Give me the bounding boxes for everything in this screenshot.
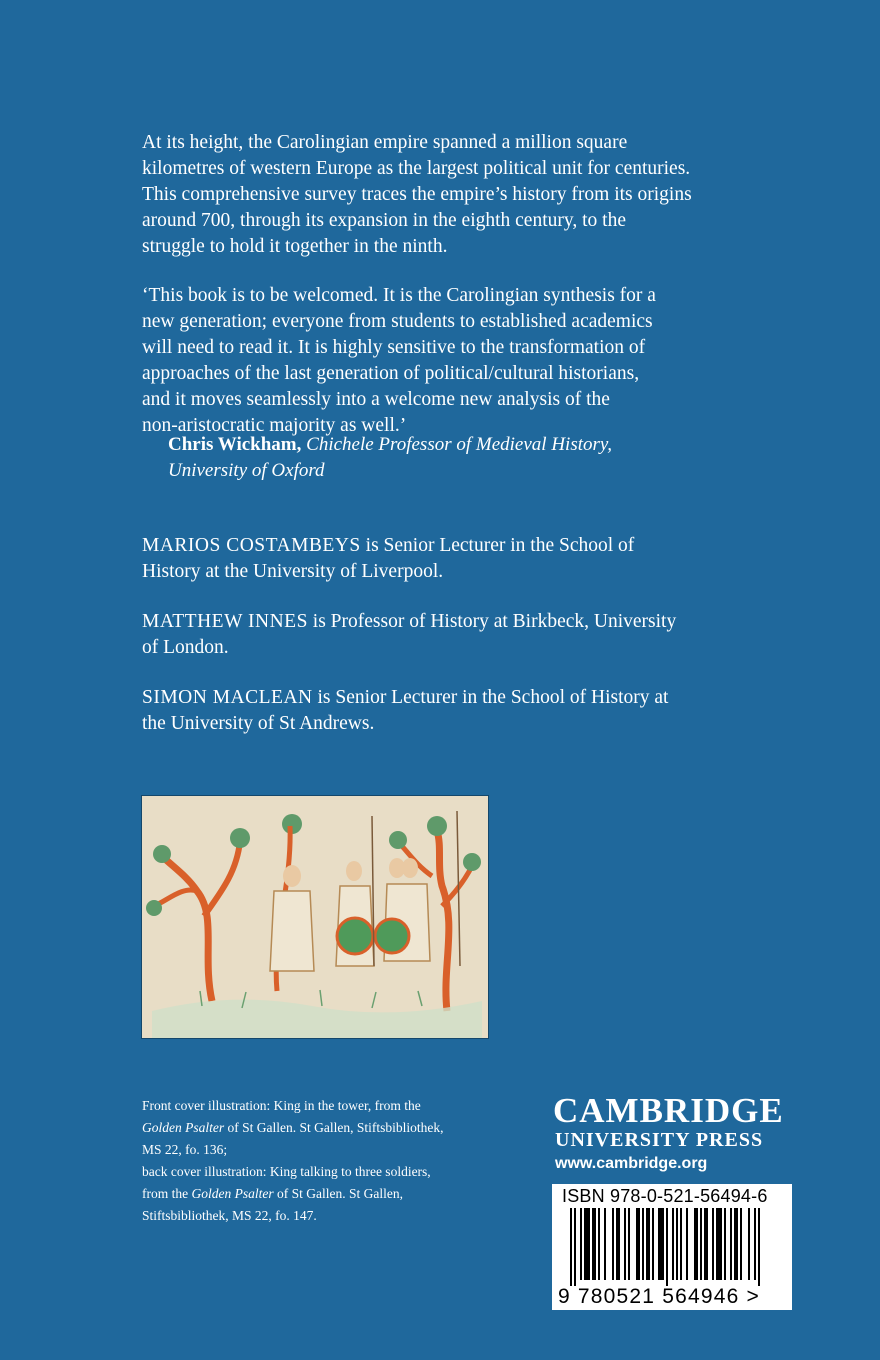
barcode-bar (628, 1208, 630, 1280)
barcode-bar (624, 1208, 626, 1280)
author-bio-text: is Senior Lecturer in the School of (360, 535, 635, 556)
barcode-bar (646, 1208, 650, 1280)
publisher-url: www.cambridge.org (555, 1155, 708, 1172)
barcode-bar (694, 1208, 698, 1280)
author-name: SIMON MACLEAN (142, 687, 313, 708)
caption-text: from the (142, 1186, 192, 1201)
barcode-bar (642, 1208, 644, 1280)
caption-line: Front cover illustration: King in the tower, from the (142, 1098, 421, 1113)
barcode-bar (700, 1208, 702, 1280)
description-line: around 700, through its expansion in the eighth century, to the (142, 210, 626, 231)
author-bio-text: the University of St Andrews. (142, 713, 375, 734)
barcode-bar (740, 1208, 742, 1280)
barcode-bar (652, 1208, 654, 1280)
barcode-bar (716, 1208, 722, 1280)
author-bio-text: of London. (142, 637, 229, 658)
publisher-name: CAMBRIDGE (553, 1091, 784, 1130)
barcode-digits: 9 780521 564946 > (558, 1285, 760, 1308)
barcode-bar (748, 1208, 750, 1280)
author-bio (142, 685, 752, 737)
publisher-subtitle: UNIVERSITY PRESS (555, 1129, 764, 1151)
barcode-bar (580, 1208, 582, 1280)
barcode-bar (672, 1208, 674, 1280)
barcode-bar (676, 1208, 678, 1280)
barcode-bar (658, 1208, 664, 1280)
author-name: MATTHEW INNES (142, 611, 308, 632)
illustration-drawing (142, 796, 488, 1038)
caption-text: of St Gallen. St Gallen, Stiftsbibliothek, (224, 1120, 444, 1135)
quote-line: non-aristocratic majority as well.’ (142, 415, 407, 436)
isbn-barcode (552, 1184, 792, 1310)
barcode-bar (758, 1208, 760, 1286)
quote-line: approaches of the last generation of political/cultural historians, (142, 363, 640, 384)
barcode-bar (686, 1208, 688, 1280)
reviewer-title: Chichele Professor of Medieval History, (306, 434, 613, 455)
quote-line: new generation; everyone from students to established academics (142, 311, 653, 332)
description-line: At its height, the Carolingian empire spanned a million square (142, 132, 628, 153)
reviewer-name: Chris Wickham, (168, 434, 302, 455)
barcode-bar (734, 1208, 738, 1280)
barcode-bar (636, 1208, 640, 1280)
review-quote (142, 283, 742, 439)
author-bio (142, 609, 752, 661)
description-line: This comprehensive survey traces the empire’s history from its origins (142, 184, 692, 205)
barcode-bar (666, 1208, 668, 1286)
barcode-bar (584, 1208, 590, 1280)
caption-text: of St Gallen. St Gallen, (273, 1186, 403, 1201)
reviewer-affiliation: University of Oxford (168, 460, 325, 481)
barcode-bar (712, 1208, 714, 1280)
isbn-label: ISBN 978-0-521-56494-6 (562, 1186, 768, 1206)
cover-illustration-caption (142, 1095, 482, 1227)
caption-italic: Golden Psalter (142, 1120, 225, 1135)
barcode-bar (598, 1208, 600, 1280)
caption-line: back cover illustration: King talking to three soldiers, (142, 1164, 431, 1179)
quote-line: will need to read it. It is highly sensitive to the transformation of (142, 337, 646, 358)
barcode-bar (570, 1208, 572, 1286)
description-line: kilometres of western Europe as the largest political unit for centuries. (142, 158, 691, 179)
manuscript-illustration (141, 795, 489, 1039)
author-bio-text: History at the University of Liverpool. (142, 561, 444, 582)
barcode-bar (574, 1208, 576, 1286)
description-paragraph (142, 130, 742, 260)
barcode-bar (592, 1208, 596, 1280)
author-bio (142, 533, 752, 585)
barcode-bar (616, 1208, 620, 1280)
quote-line: ‘This book is to be welcomed. It is the Carolingian synthesis for a (142, 285, 656, 306)
caption-line: MS 22, fo. 136; (142, 1142, 228, 1157)
barcode-bar (704, 1208, 708, 1280)
caption-italic: Golden Psalter (191, 1186, 274, 1201)
barcode-bars (552, 1208, 792, 1288)
caption-line: Stiftsbibliothek, MS 22, fo. 147. (142, 1208, 317, 1223)
quote-attribution (168, 432, 612, 484)
author-name: MARIOS COSTAMBEYS (142, 535, 361, 556)
barcode-bar (724, 1208, 726, 1280)
author-bio-text: is Professor of History at Birkbeck, University (307, 611, 677, 632)
barcode-bar (754, 1208, 756, 1280)
barcode-bar (730, 1208, 732, 1280)
barcode-bar (604, 1208, 606, 1280)
barcode-bar (612, 1208, 614, 1280)
author-bio-text: is Senior Lecturer in the School of History at (312, 687, 669, 708)
quote-line: and it moves seamlessly into a welcome new analysis of the (142, 389, 610, 410)
description-line: struggle to hold it together in the ninth. (142, 236, 448, 257)
barcode-bar (680, 1208, 682, 1280)
